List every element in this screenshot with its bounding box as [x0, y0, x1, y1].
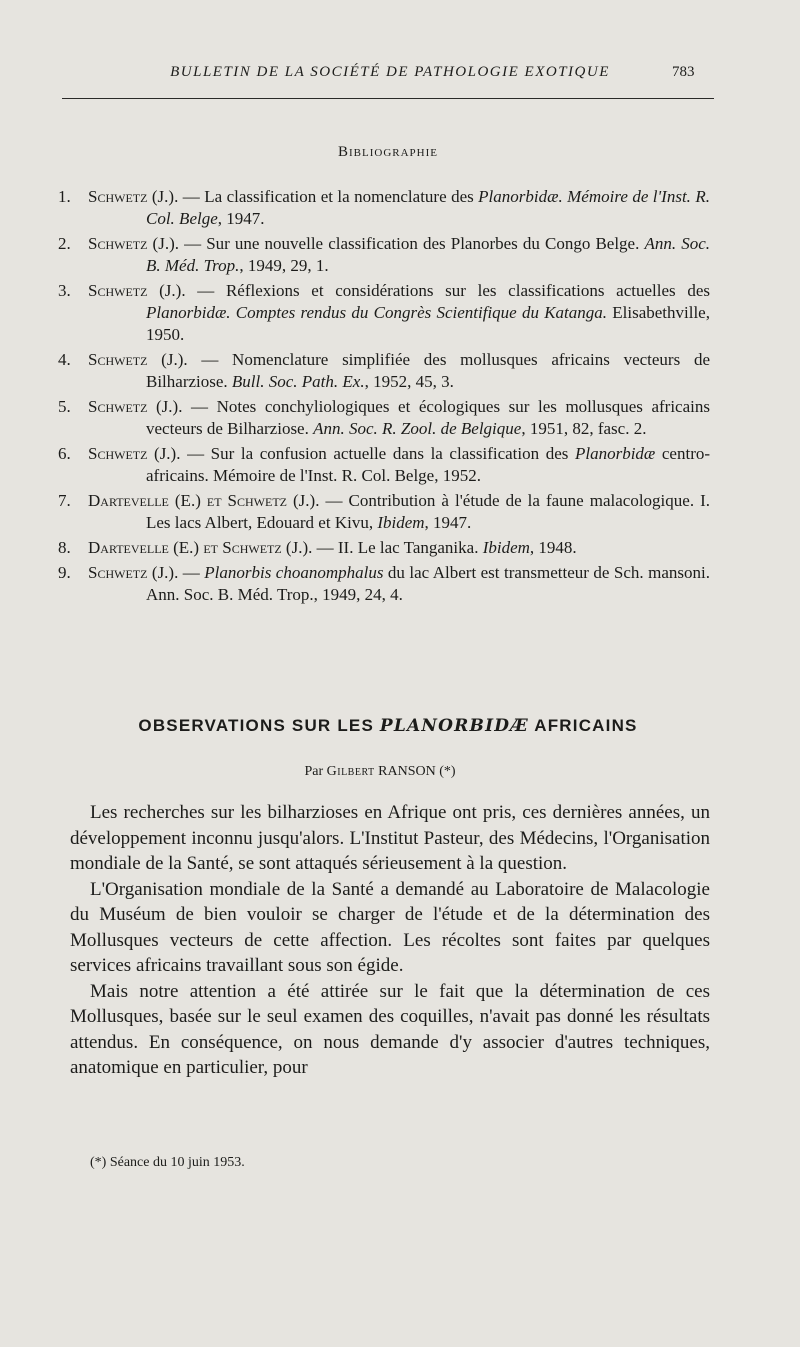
entry-number: 7.: [58, 491, 71, 510]
bibliography-entry: [58, 186, 710, 230]
article-body: [70, 800, 710, 1081]
entry-author: Schwetz (J.).: [88, 350, 188, 369]
byline-name: Gilbert: [326, 764, 375, 779]
entry-tail: , 1951, 82, fasc. 2.: [521, 419, 647, 438]
entry-italic: Planorbis choanomphalus: [204, 563, 384, 582]
entry-text: [88, 233, 710, 277]
entry-text: [88, 396, 710, 440]
article-title-taxon: PLANORBIDÆ: [379, 716, 529, 736]
entry-tail: centro-africains. Mémoire de l'Inst. R. Col. Belge, 1952.: [146, 444, 711, 485]
bibliography-entry: [58, 233, 710, 277]
entry-italic: Planorbidæ: [574, 444, 656, 463]
entry-italic: Ann. Soc. R. Zool. de Belgique: [313, 419, 522, 438]
entry-italic: Bull. Soc. Path. Ex.: [231, 372, 365, 391]
bibliography-entry: [58, 443, 710, 487]
entry-number: 6.: [58, 444, 71, 463]
entry-body: — Sur la confusion actuelle dans la classification des: [180, 444, 575, 463]
entry-author: Schwetz (J.).: [88, 563, 179, 582]
entry-body: — II. Le lac Tanganika.: [312, 538, 483, 557]
entry-italic: Planorbidæ. Mémoire de l'Inst. R. Col. Belge: [146, 187, 710, 228]
entry-tail: , 1948.: [529, 538, 577, 557]
entry-author: Dartevelle (E.) et Schwetz (J.).: [88, 538, 313, 557]
entry-body: — Sur une nouvelle classification des Planorbes du Congo Belge.: [178, 234, 645, 253]
entry-body: — La classification et la nomenclature des: [178, 187, 479, 206]
header-rule: [62, 98, 714, 99]
article-title-part2: AFRICAINS: [528, 716, 638, 735]
entry-tail: du lac Albert est transmetteur de Sch. mansoni. Ann. Soc. B. Méd. Trop., 1949, 24, 4.: [146, 563, 710, 604]
bibliography-title: Bibliographie: [338, 144, 438, 160]
entry-tail: , 1952, 45, 3.: [364, 372, 454, 391]
entry-number: 1.: [58, 187, 71, 206]
entry-number: 3.: [58, 281, 71, 300]
article-title-part1: OBSERVATIONS SUR LES: [138, 716, 380, 735]
paragraph: Les recherches sur les bilharzioses en Afrique ont pris, ces dernières années, un développement inconnu jusqu'alors. L'Institut Pasteur, des Médecins, l'Organisation mondiale de la Santé, se sont attaqués sérieusement à la question.: [70, 802, 710, 874]
entry-author: Schwetz (J.).: [88, 187, 179, 206]
paragraph: Mais notre attention a été attirée sur le fait que la détermination de ces Mollusques, basée sur le seul examen des coquilles, n'avait pas donné les résultats attendus. En conséquence, on nous demande d'y associer d'autres techniques, anatomique en particulier, pour: [70, 980, 710, 1078]
entry-body: — Notes conchyliologiques et écologiques sur les mollusques africains vecteurs de Bilharziose.: [146, 397, 710, 438]
entry-tail: , 1947.: [424, 513, 472, 532]
entry-tail: Elisabethville, 1950.: [146, 303, 710, 344]
bibliography-entry: [58, 562, 710, 606]
footnote: (*) Séance du 10 juin 1953.: [90, 1155, 245, 1170]
entry-text: [88, 349, 710, 393]
entry-italic: Planorbidæ. Comptes rendus du Congrès Scientifique du Katanga.: [146, 303, 608, 322]
bibliography-entry: [58, 396, 710, 440]
entry-italic: Ann. Soc. B. Méd. Trop.: [146, 234, 710, 275]
entry-number: 8.: [58, 538, 71, 557]
running-head: BULLETIN DE LA SOCIÉTÉ DE PATHOLOGIE EXOTIQUE: [170, 64, 610, 80]
page-number: 783: [672, 64, 695, 80]
entry-number: 9.: [58, 563, 71, 582]
entry-text: [88, 490, 711, 534]
entry-author: Schwetz (J.).: [88, 397, 183, 416]
entry-tail: , 1947.: [217, 209, 265, 228]
entry-body: — Contribution à l'étude de la faune malacologique. I. Les lacs Albert, Edouard et Kivu,: [146, 491, 711, 532]
entry-number: 5.: [58, 397, 71, 416]
entry-tail: , 1949, 29, 1.: [239, 256, 329, 275]
byline: [0, 764, 760, 780]
bibliography-entry: [58, 349, 710, 393]
entry-text: [88, 280, 710, 346]
entry-body: —: [178, 563, 205, 582]
entry-italic: Ibidem: [377, 513, 425, 532]
entry-number: 4.: [58, 350, 71, 369]
entry-body: — Nomenclature simplifiée des mollusques africains vecteurs de Bilharziose.: [146, 350, 710, 391]
bibliography-entry: [58, 280, 710, 346]
entry-author: Schwetz (J.).: [88, 444, 181, 463]
entry-author: Schwetz (J.).: [88, 234, 179, 253]
byline-prefix: Par: [304, 764, 327, 779]
entry-author: Schwetz (J.).: [88, 281, 186, 300]
byline-surname: RANSON (*): [374, 764, 456, 779]
entry-text: [88, 186, 710, 230]
entry-number: 2.: [58, 234, 71, 253]
entry-italic: Ibidem: [482, 538, 530, 557]
entry-text: [88, 537, 710, 559]
entry-author: Dartevelle (E.) et Schwetz (J.).: [88, 491, 320, 510]
entry-text: [88, 562, 710, 606]
bibliography-list: [58, 186, 710, 609]
article-title: [0, 716, 776, 736]
entry-text: [88, 443, 711, 487]
paragraph: L'Organisation mondiale de la Santé a demandé au Laboratoire de Malacologie du Muséum de bien vouloir se charger de l'étude et de la détermination des Mollusques vecteurs de cette affection. Les récoltes sont faites par quelques services africains travaillant sous son égide.: [70, 878, 710, 976]
entry-body: — Réflexions et considérations sur les classifications actuelles des: [185, 281, 710, 300]
bibliography-entry: [58, 490, 710, 534]
bibliography-entry: [58, 537, 710, 559]
